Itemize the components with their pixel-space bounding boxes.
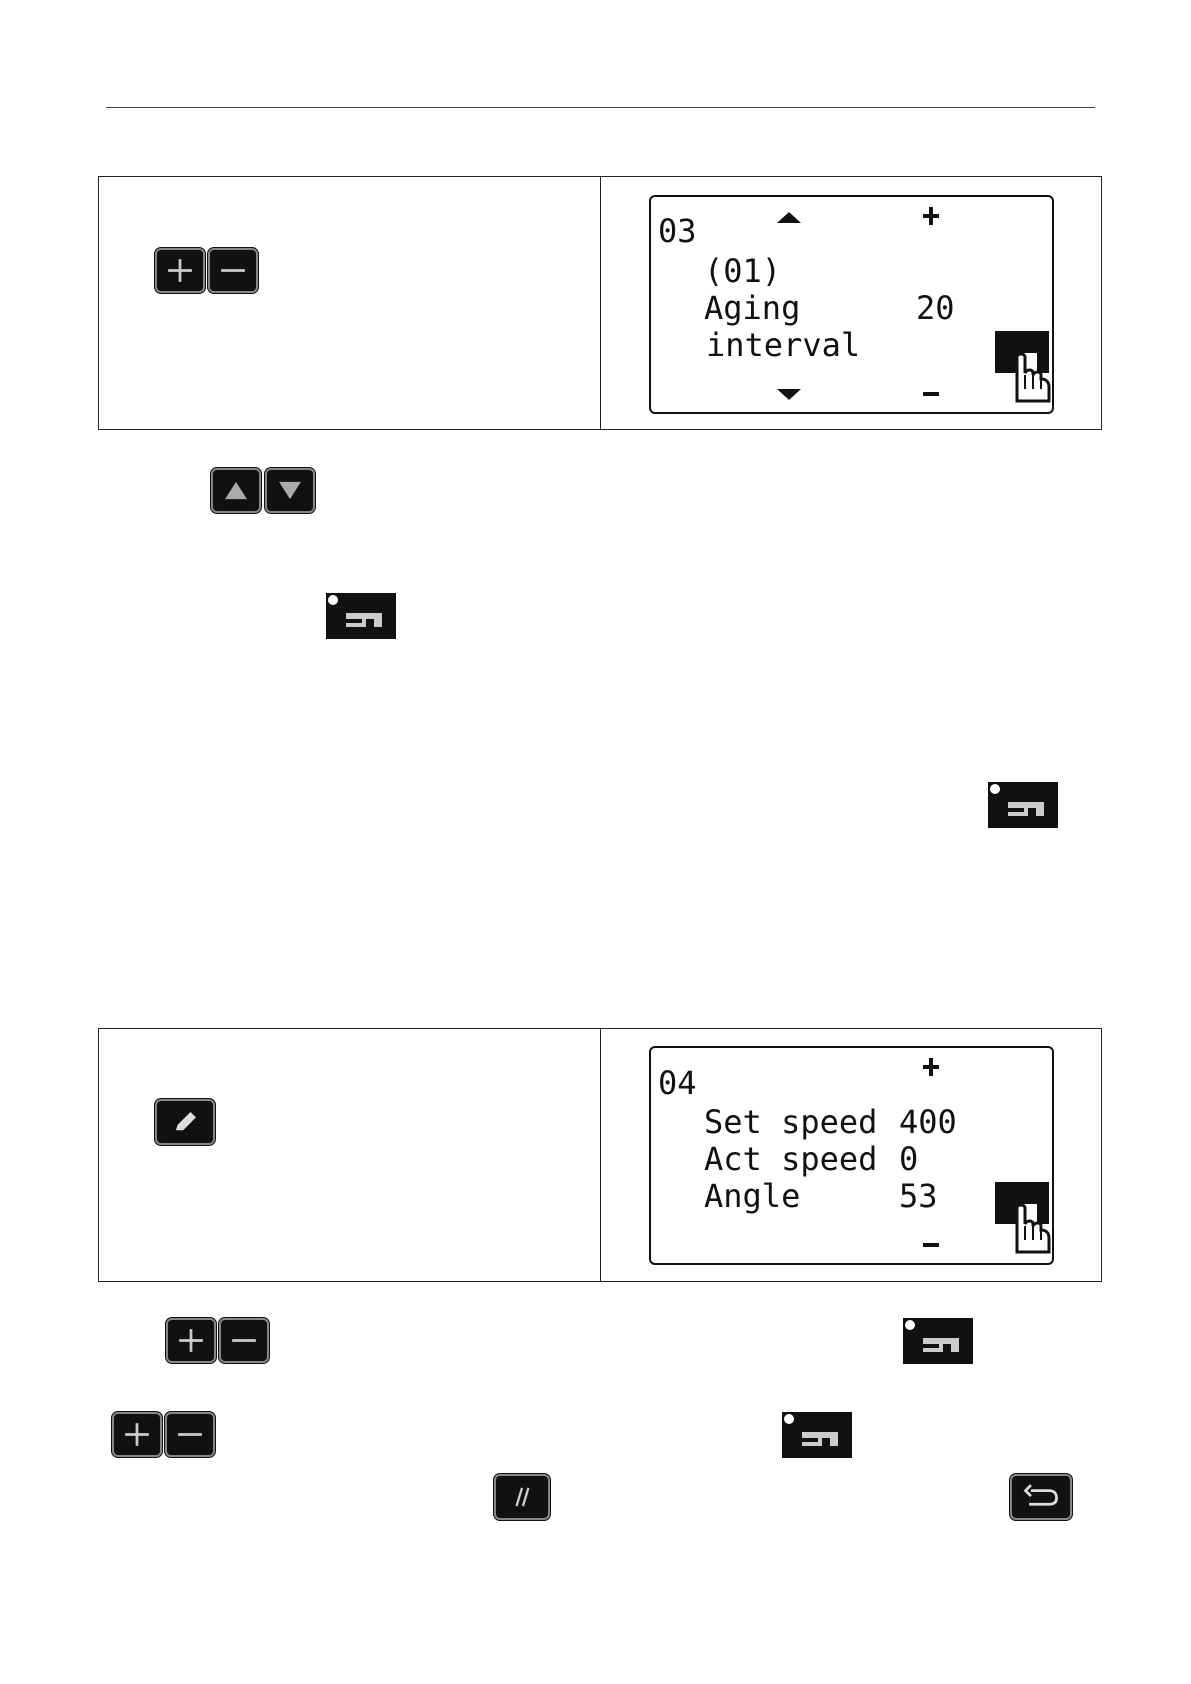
plus-key-icon[interactable]: [112, 1412, 162, 1457]
row-3-value: 53: [899, 1177, 938, 1215]
row-1-label: Set speed: [704, 1103, 878, 1141]
plus-key-icon[interactable]: [166, 1318, 216, 1363]
minus-icon[interactable]: [921, 390, 941, 398]
minus-key-icon[interactable]: [219, 1318, 269, 1363]
screen-value: 20: [916, 289, 955, 327]
row-2-value: 0: [899, 1140, 919, 1178]
scroll-down-icon[interactable]: [775, 387, 803, 403]
row-3-label: Angle: [704, 1177, 801, 1215]
pencil-key-icon[interactable]: [155, 1099, 215, 1145]
table-divider: [600, 177, 601, 429]
table-divider: [600, 1029, 601, 1281]
row-2-label: Act speed: [704, 1140, 878, 1178]
down-arrow-key-icon[interactable]: [265, 468, 315, 513]
screen-line-1: (01): [704, 252, 782, 290]
table-screen-03: [98, 176, 1102, 430]
up-arrow-key-icon[interactable]: [211, 468, 261, 513]
scroll-up-icon[interactable]: [775, 209, 803, 225]
screen-label-line-2: interval: [706, 326, 861, 364]
plus-icon[interactable]: [921, 205, 941, 227]
sewing-machine-key-icon[interactable]: [988, 782, 1058, 828]
plus-icon[interactable]: [921, 1056, 941, 1078]
lcd-screen-03: [649, 195, 1054, 414]
plus-key-icon[interactable]: [155, 248, 205, 293]
screen-code: 03: [658, 212, 697, 250]
sewing-machine-key-icon[interactable]: [782, 1412, 852, 1458]
lcd-screen-04: [649, 1046, 1054, 1265]
minus-key-icon[interactable]: [208, 248, 258, 293]
table-screen-04: [98, 1028, 1102, 1282]
row-1-value: 400: [899, 1103, 957, 1141]
header-rule: [106, 107, 1095, 108]
hand-pointer-icon[interactable]: [991, 327, 1053, 405]
sewing-machine-key-icon[interactable]: [326, 593, 396, 639]
hand-pointer-icon[interactable]: [991, 1178, 1053, 1256]
screen-code: 04: [658, 1064, 697, 1102]
screen-label-line-1: Aging: [704, 289, 801, 327]
minus-key-icon[interactable]: [165, 1412, 215, 1457]
sewing-machine-key-icon[interactable]: [903, 1318, 973, 1364]
double-slash-key-icon[interactable]: [494, 1474, 550, 1520]
return-key-icon[interactable]: [1010, 1474, 1072, 1520]
minus-icon[interactable]: [921, 1241, 941, 1249]
